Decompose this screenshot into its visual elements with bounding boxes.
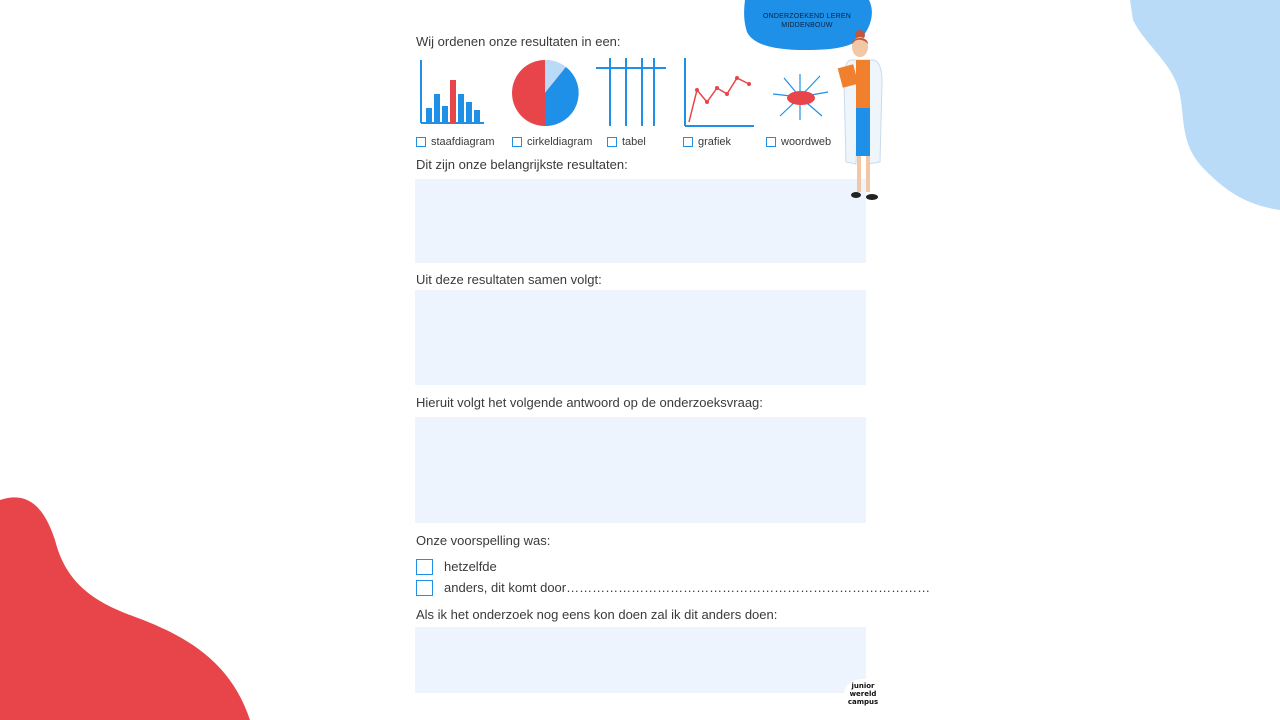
logo-line-3: campus [847,698,879,706]
option-woordweb-label: woordweb [781,136,832,148]
badge-line-1: ONDERZOEKEND LEREN [762,13,851,20]
option-grafiek-checkbox[interactable] [683,137,693,147]
results-heading: Dit zijn onze belangrijkste resultaten: [416,157,628,172]
table-icon [596,56,668,128]
logo-text [843,682,883,706]
logo-line-2: wereld [849,690,877,698]
badge-line-2: MIDDENBOUW [781,22,833,29]
bar-chart-icon [418,58,486,126]
logo-line-1: junior [851,682,875,690]
decorative-blob-bottom-left [0,490,255,720]
redo-heading: Als ik het onderzoek nog eens kon doen zal ik dit anders doen: [416,607,778,622]
option-staafdiagram-checkbox[interactable] [416,137,426,147]
prediction-same-label: hetzelfde [444,559,497,574]
option-cirkeldiagram-label: cirkeldiagram [527,136,593,148]
conclusion-heading: Uit deze resultaten samen volgt: [416,272,602,287]
scientist-illustration [836,30,890,202]
option-woordweb-checkbox[interactable] [766,137,776,147]
prediction-different-label: anders, dit komt door………………………………………………………………………… [444,580,931,595]
option-tabel-checkbox[interactable] [607,137,617,147]
intro-text: Wij ordenen onze resultaten in een: [416,34,621,49]
word-web-icon [770,72,830,122]
option-cirkeldiagram-checkbox[interactable] [512,137,522,147]
prediction-same-checkbox[interactable] [416,559,433,575]
research-answer-box[interactable] [415,417,866,523]
option-tabel-label: tabel [622,136,646,148]
answer-heading: Hieruit volgt het volgende antwoord op de onderzoeksvraag: [416,395,763,410]
prediction-heading: Onze voorspelling was: [416,533,551,548]
pie-chart-icon [511,59,579,127]
redo-answer-box[interactable] [415,627,866,693]
line-graph-icon [682,56,756,128]
conclusion-answer-box[interactable] [415,290,866,385]
option-grafiek-label: grafiek [698,136,732,148]
option-staafdiagram-label: staafdiagram [431,136,495,148]
decorative-blob-top-right [1065,0,1280,215]
results-answer-box[interactable] [415,179,866,263]
badge-title [752,12,862,30]
prediction-different-checkbox[interactable] [416,580,433,596]
